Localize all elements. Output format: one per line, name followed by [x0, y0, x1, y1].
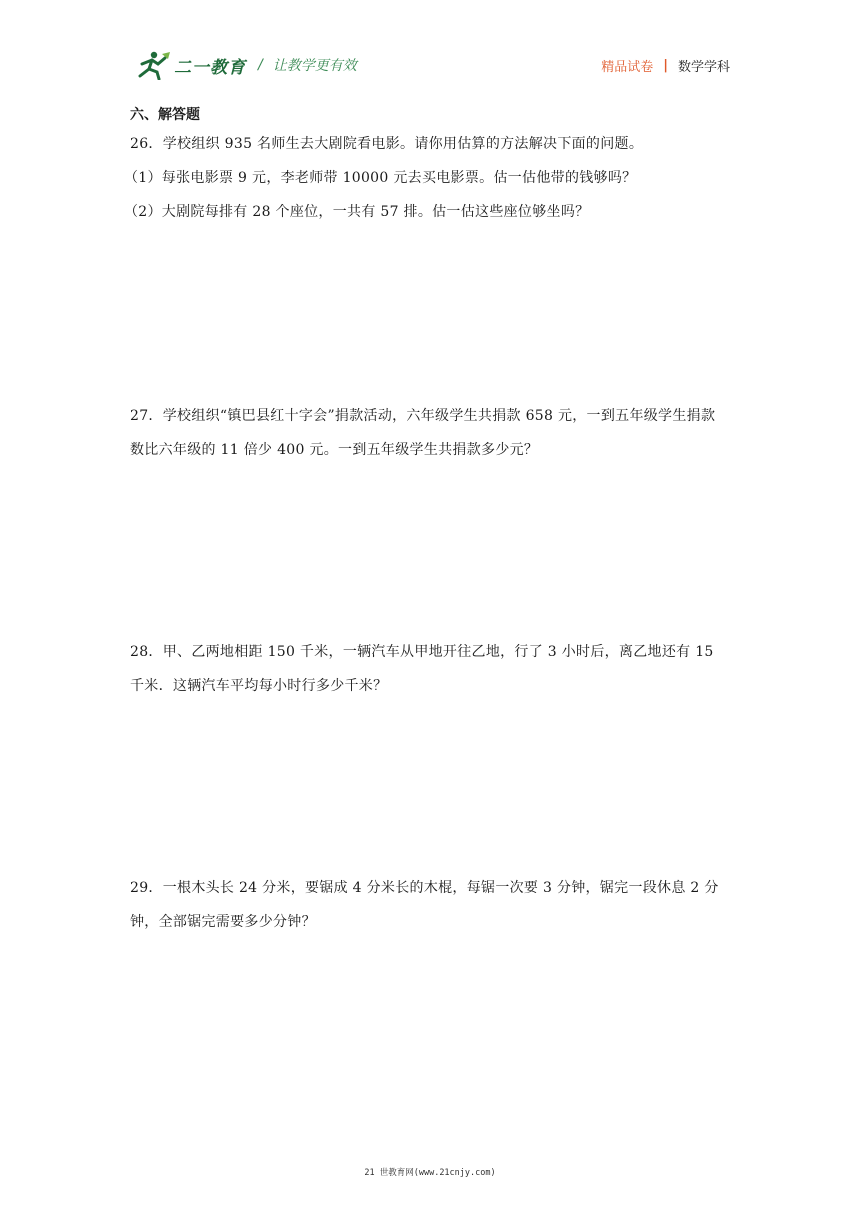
- question-26-line-1: 26．学校组织 935 名师生去大剧院看电影。请你用估算的方法解决下面的问题。: [130, 136, 644, 152]
- logo: [132, 50, 357, 80]
- page-footer: 21 世教育网(www.21cnjy.com): [364, 1168, 496, 1178]
- slogan: 让教学更有效: [272, 58, 357, 74]
- section-title: 六、解答题: [130, 107, 200, 123]
- question-27-line-2: 数比六年级的 11 倍少 400 元。一到五年级学生共捐款多少元？: [130, 442, 539, 458]
- page-header: [132, 48, 730, 84]
- question-26-line-3: （2）大剧院每排有 28 个座位，一共有 57 排。估一估这些座位够坐吗？: [124, 204, 590, 220]
- logo-text: 二一教育: [174, 57, 246, 78]
- question-26-line-2: （1）每张电影票 9 元，李老师带 10000 元去买电影票。估一估他带的钱够吗？: [124, 170, 637, 186]
- question-28-line-2: 千米．这辆汽车平均每小时行多少千米？: [130, 678, 388, 694]
- header-right: [601, 56, 730, 75]
- question-29-line-1: 29．一根木头长 24 分米，要锯成 4 分米长的木棍，每锯一次要 3 分钟，锯完一段休息 2 分: [130, 880, 719, 896]
- question-28-line-1: 28．甲、乙两地相距 150 千米，一辆汽车从甲地开往乙地，行了 3 小时后，离乙地还有 15: [130, 644, 714, 660]
- header-separator: /: [258, 57, 263, 73]
- question-29-line-2: 钟，全部锯完需要多少分钟？: [130, 914, 316, 930]
- header-divider: |: [663, 58, 668, 73]
- question-27-line-1: 27．学校组织“镇巴县红十字会”捐款活动，六年级学生共捐款 658 元，一到五年级学生捐款: [130, 408, 716, 424]
- premium-label: 精品试卷: [601, 60, 654, 75]
- runner-logo-icon: [132, 50, 172, 80]
- subject-label: 数学学科: [677, 60, 730, 75]
